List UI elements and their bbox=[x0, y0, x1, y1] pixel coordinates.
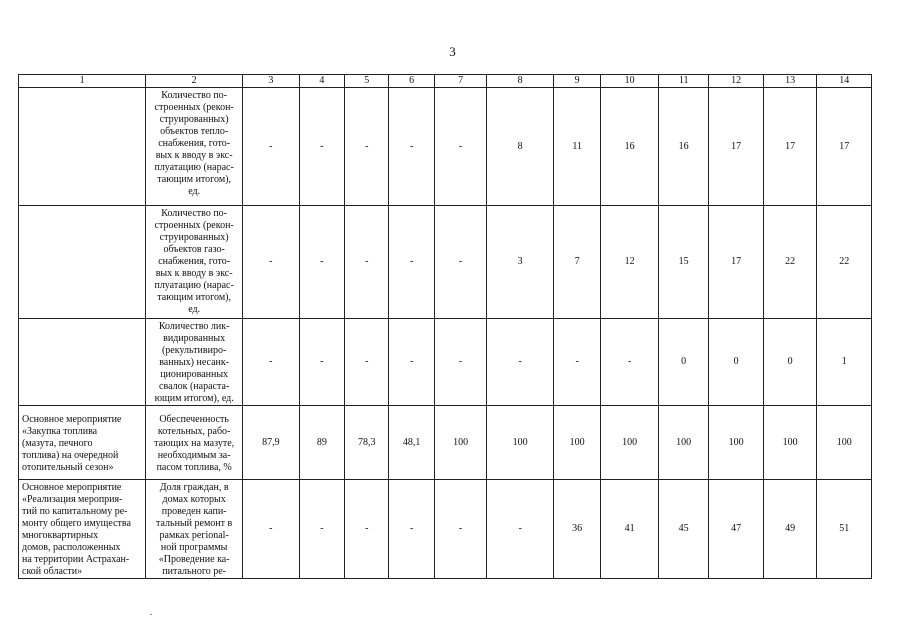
event-line: тий по капитальному ре- bbox=[22, 506, 128, 517]
indicator-table bbox=[18, 74, 872, 579]
value-cell-col-4: 89 bbox=[299, 406, 344, 480]
value-cell-col-6: - bbox=[389, 206, 434, 319]
indicator-line: рамках регional- bbox=[159, 530, 229, 541]
indicator-line: пасом топлива, % bbox=[156, 461, 232, 473]
table-row bbox=[19, 480, 872, 579]
event-line: Основное мероприятие bbox=[22, 413, 122, 425]
column-number-11: 11 bbox=[658, 75, 708, 88]
indicator-line: тающим итогом), bbox=[157, 292, 231, 303]
value-cell-col-11: 16 bbox=[658, 88, 708, 206]
indicator-line: струированных) bbox=[159, 114, 229, 125]
column-number-7: 7 bbox=[434, 75, 486, 88]
event-line: домов, расположенных bbox=[22, 542, 121, 553]
event-line: отопительный сезон» bbox=[22, 461, 114, 473]
value-cell-col-13: 17 bbox=[763, 88, 817, 206]
value-cell-col-11: 45 bbox=[658, 480, 708, 579]
indicator-line: Обеспеченность bbox=[159, 413, 229, 425]
value-cell-col-11: 0 bbox=[658, 319, 708, 406]
indicator-line: ед. bbox=[188, 304, 201, 315]
indicator-cell bbox=[146, 406, 243, 480]
value-cell-col-6: - bbox=[389, 88, 434, 206]
indicator-line: вых к вводу в экс- bbox=[155, 268, 233, 279]
value-cell-col-14: 100 bbox=[817, 406, 872, 480]
value-cell-col-9: - bbox=[553, 319, 600, 406]
table-row bbox=[19, 88, 872, 206]
value-cell-col-4: - bbox=[299, 206, 344, 319]
event-cell bbox=[19, 319, 146, 406]
indicator-line: котельных, рабо- bbox=[157, 425, 231, 437]
column-number-3: 3 bbox=[243, 75, 300, 88]
value-cell-col-7: - bbox=[434, 206, 486, 319]
value-cell-col-10: 100 bbox=[601, 406, 659, 480]
page-number: 3 bbox=[449, 44, 456, 59]
value-cell-col-14: 22 bbox=[817, 206, 872, 319]
value-cell-col-5: - bbox=[345, 206, 389, 319]
value-cell-col-8: 8 bbox=[487, 88, 554, 206]
indicator-line: строенных (рекон- bbox=[154, 220, 234, 231]
indicator-cell bbox=[146, 319, 243, 406]
table-row bbox=[19, 406, 872, 480]
value-cell-col-10: 41 bbox=[601, 480, 659, 579]
value-cell-col-8: - bbox=[487, 480, 554, 579]
indicator-line: домах которых bbox=[162, 494, 226, 505]
indicator-line: (рекультивиро- bbox=[161, 345, 227, 356]
indicator-line: ванных) несанк- bbox=[159, 357, 230, 368]
event-line: «Реализация мероприя- bbox=[22, 494, 123, 505]
value-cell-col-12: 47 bbox=[709, 480, 764, 579]
event-line: Основное мероприятие bbox=[22, 482, 122, 493]
value-cell-col-12: 17 bbox=[709, 88, 764, 206]
value-cell-col-4: - bbox=[299, 88, 344, 206]
event-line: на территории Астрахан- bbox=[22, 554, 130, 565]
value-cell-col-3: - bbox=[243, 480, 300, 579]
value-cell-col-5: - bbox=[345, 88, 389, 206]
value-cell-col-10: 12 bbox=[601, 206, 659, 319]
indicator-line: тающих на мазуте, bbox=[154, 437, 235, 449]
value-cell-col-7: - bbox=[434, 88, 486, 206]
indicator-line: питального ре- bbox=[162, 566, 227, 577]
indicator-line: плуатацию (нарас- bbox=[154, 280, 234, 291]
column-number-9: 9 bbox=[553, 75, 600, 88]
indicator-line: Доля граждан, в bbox=[159, 482, 229, 493]
table-body bbox=[19, 75, 872, 579]
value-cell-col-3: - bbox=[243, 319, 300, 406]
indicator-line: тальный ремонт в bbox=[156, 518, 233, 529]
column-number-6: 6 bbox=[389, 75, 434, 88]
indicator-line: проведен капи- bbox=[161, 506, 227, 517]
value-cell-col-7: - bbox=[434, 480, 486, 579]
column-number-8: 8 bbox=[487, 75, 554, 88]
value-cell-col-4: - bbox=[299, 319, 344, 406]
value-cell-col-10: - bbox=[601, 319, 659, 406]
event-line: многоквартирных bbox=[22, 530, 99, 541]
indicator-line: снабжения, гото- bbox=[158, 256, 231, 267]
value-cell-col-10: 16 bbox=[601, 88, 659, 206]
value-cell-col-3: 87,9 bbox=[243, 406, 300, 480]
value-cell-col-5: - bbox=[345, 480, 389, 579]
column-number-row bbox=[19, 75, 872, 88]
value-cell-col-9: 100 bbox=[553, 406, 600, 480]
event-line: монту общего имущества bbox=[22, 518, 131, 529]
event-line: ской области» bbox=[22, 566, 83, 577]
value-cell-col-4: - bbox=[299, 480, 344, 579]
event-cell bbox=[19, 206, 146, 319]
indicator-line: ционированных bbox=[160, 369, 229, 380]
value-cell-col-9: 7 bbox=[553, 206, 600, 319]
indicator-line: плуатацию (нарас- bbox=[154, 162, 234, 173]
event-line: топлива) на очередной bbox=[22, 449, 119, 461]
table-row bbox=[19, 319, 872, 406]
value-cell-col-13: 100 bbox=[763, 406, 817, 480]
value-cell-col-8: 100 bbox=[487, 406, 554, 480]
indicator-line: тающим итогом), bbox=[157, 174, 231, 185]
event-line: (мазута, печного bbox=[22, 437, 93, 449]
value-cell-col-14: 51 bbox=[817, 480, 872, 579]
value-cell-col-7: - bbox=[434, 319, 486, 406]
indicator-line: снабжения, гото- bbox=[158, 138, 231, 149]
column-number-14: 14 bbox=[817, 75, 872, 88]
indicator-line: струированных) bbox=[159, 232, 229, 243]
value-cell-col-11: 100 bbox=[658, 406, 708, 480]
value-cell-col-3: - bbox=[243, 206, 300, 319]
indicator-line: Количество по- bbox=[161, 208, 228, 219]
column-number-2: 2 bbox=[146, 75, 243, 88]
value-cell-col-9: 11 bbox=[553, 88, 600, 206]
value-cell-col-13: 49 bbox=[763, 480, 817, 579]
column-number-12: 12 bbox=[709, 75, 764, 88]
indicator-line: ющим итогом), ед. bbox=[154, 393, 234, 404]
value-cell-col-11: 15 bbox=[658, 206, 708, 319]
scan-speck bbox=[150, 614, 152, 615]
value-cell-col-12: 17 bbox=[709, 206, 764, 319]
indicator-line: видированных bbox=[163, 333, 226, 344]
indicator-line: Количество по- bbox=[161, 90, 228, 101]
column-number-13: 13 bbox=[763, 75, 817, 88]
indicator-line: Количество лик- bbox=[158, 321, 230, 332]
value-cell-col-8: - bbox=[487, 319, 554, 406]
value-cell-col-14: 17 bbox=[817, 88, 872, 206]
indicator-cell bbox=[146, 480, 243, 579]
indicator-line: объектов газо- bbox=[163, 244, 225, 255]
value-cell-col-12: 0 bbox=[709, 319, 764, 406]
value-cell-col-6: - bbox=[389, 480, 434, 579]
value-cell-col-13: 0 bbox=[763, 319, 817, 406]
indicator-line: объектов тепло- bbox=[160, 126, 229, 137]
indicator-line: необходимым за- bbox=[157, 449, 231, 461]
indicator-line: ной программы bbox=[160, 542, 228, 553]
indicator-cell bbox=[146, 88, 243, 206]
table-row bbox=[19, 206, 872, 319]
value-cell-col-3: - bbox=[243, 88, 300, 206]
column-number-10: 10 bbox=[601, 75, 659, 88]
indicator-cell bbox=[146, 206, 243, 319]
column-number-5: 5 bbox=[345, 75, 389, 88]
indicator-line: «Проведение ка- bbox=[158, 554, 230, 565]
event-cell bbox=[19, 480, 146, 579]
event-cell bbox=[19, 88, 146, 206]
value-cell-col-14: 1 bbox=[817, 319, 872, 406]
value-cell-col-7: 100 bbox=[434, 406, 486, 480]
value-cell-col-5: - bbox=[345, 319, 389, 406]
column-number-1: 1 bbox=[19, 75, 146, 88]
indicator-line: вых к вводу в экс- bbox=[155, 150, 233, 161]
indicator-line: ед. bbox=[188, 186, 201, 197]
column-number-4: 4 bbox=[299, 75, 344, 88]
indicator-line: строенных (рекон- bbox=[154, 102, 234, 113]
indicator-line: свалок (нараста- bbox=[159, 381, 230, 392]
value-cell-col-6: 48,1 bbox=[389, 406, 434, 480]
value-cell-col-12: 100 bbox=[709, 406, 764, 480]
value-cell-col-8: 3 bbox=[487, 206, 554, 319]
event-line: «Закупка топлива bbox=[22, 425, 98, 437]
value-cell-col-13: 22 bbox=[763, 206, 817, 319]
value-cell-col-5: 78,3 bbox=[345, 406, 389, 480]
event-cell bbox=[19, 406, 146, 480]
value-cell-col-6: - bbox=[389, 319, 434, 406]
value-cell-col-9: 36 bbox=[553, 480, 600, 579]
